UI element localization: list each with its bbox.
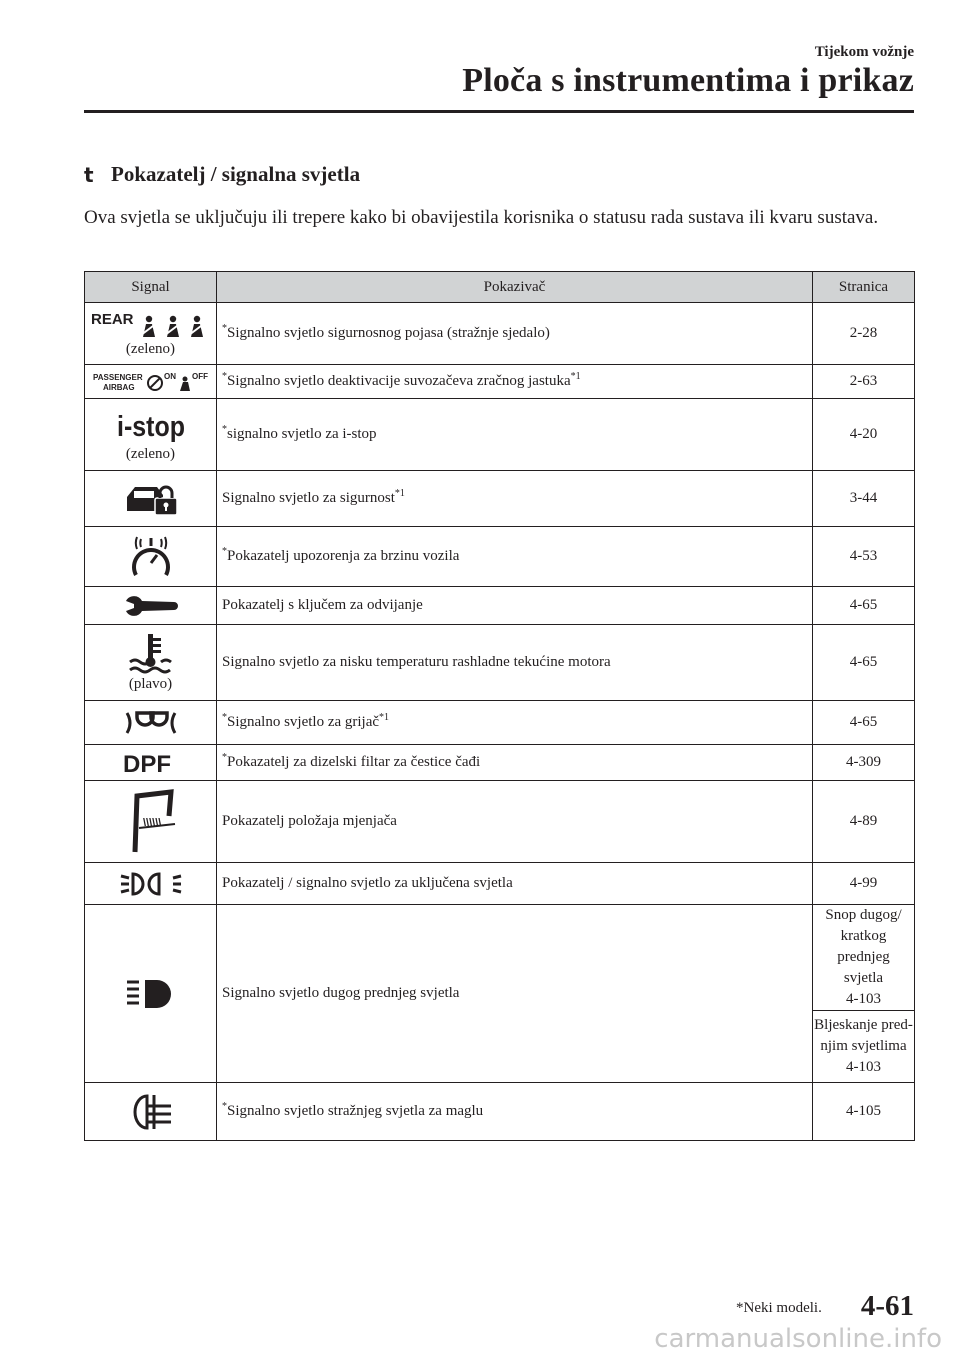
intro-paragraph: Ova svjetla se uključuju ili trepere kako bi obavijestila korisnika o statusu rada sustava ili kvaru sustava. (84, 207, 879, 228)
description-cell: *Pokazatelj za dizelski filtar za čestice čađi (217, 745, 813, 781)
signal-cell (85, 399, 217, 471)
watermark: carmanualsonline.info (654, 1324, 942, 1354)
page-cell: 4-65 (813, 701, 915, 745)
signal-cell (85, 905, 217, 1083)
description-cell (217, 303, 813, 365)
high-beam-icon (125, 977, 177, 1011)
signal-cell (85, 625, 217, 701)
table-row (85, 471, 915, 527)
svg-text:ON: ON (163, 371, 176, 381)
description-cell: *Signalno svjetlo stražnjeg svjetla za maglu (217, 1083, 813, 1141)
security-icon (121, 481, 181, 517)
description-cell: Signalno svjetlo za nisku temperaturu rashladne tekućine motora (217, 625, 813, 701)
signal-cell (85, 527, 217, 587)
description-cell: Pokazatelj / signalno svjetlo za uključena svjetla (217, 863, 813, 905)
signal-cell (85, 781, 217, 863)
glow-plug-icon (123, 709, 179, 737)
page-cell: 2-28 (813, 303, 915, 365)
page-cell: 3-44 (813, 471, 915, 527)
description-cell: *Pokazatelj upozorenja za brzinu vozila (217, 527, 813, 587)
svg-text:PASSENGER: PASSENGER (92, 372, 143, 382)
page-number: 4-61 (860, 1290, 914, 1322)
description-cell: *Signalno svjetlo deaktivacije suvozačeva zračnog jastuka$^{*1}$ (217, 365, 813, 399)
signal-cell (85, 471, 217, 527)
svg-text:DPF: DPF (122, 750, 171, 778)
header-signal: Signal (85, 272, 217, 303)
description-cell: *Signalno svjetlo za grijač$^{*1}$ (217, 701, 813, 745)
page-cell: 4-105 (813, 1083, 915, 1141)
page-cell: Snop dugog/ kratkog prednjeg svjetla 4-103 (813, 905, 915, 1011)
rear-seatbelt-icon (89, 309, 213, 339)
description-cell: Pokazatelj položaja mjenjača (217, 781, 813, 863)
header-rule (84, 110, 914, 113)
low-coolant-temp-icon (126, 632, 176, 674)
page-cell: 4-53 (813, 527, 915, 587)
page-cell: 4-20 (813, 399, 915, 471)
svg-text:i-stop: i-stop (116, 411, 185, 443)
wrench-icon (124, 595, 178, 617)
signal-caption: (zeleno) (125, 341, 176, 357)
section-title: Pokazatelj / signalna svjetla (111, 162, 361, 186)
header-page: Stranica (813, 272, 915, 303)
description-cell: Pokazatelj s ključem za odvijanje (217, 587, 813, 625)
page-cell: 4-309 (813, 745, 915, 781)
signal-cell (85, 587, 217, 625)
table-row (85, 303, 915, 365)
page-cell: Bljeskanje pred- njim svjetlima 4-103 (813, 1011, 915, 1083)
svg-text:\\\\\\: \\\\\\ (142, 816, 161, 829)
description-cell: *signalno svjetlo za i-stop (217, 399, 813, 471)
signal-caption: (plavo) (128, 676, 173, 692)
description-cell: Signalno svjetlo dugog prednjeg svjetla (217, 905, 813, 1083)
table-row (85, 745, 915, 781)
lights-on-icon (119, 871, 183, 897)
speed-warning-icon (126, 535, 176, 579)
table-row (85, 781, 915, 863)
page-cell: 4-65 (813, 625, 915, 701)
page-cell: 2-63 (813, 365, 915, 399)
signal-caption: (zeleno) (125, 446, 176, 462)
signal-cell (85, 863, 217, 905)
shift-position-icon (121, 788, 181, 856)
page-cell: 4-99 (813, 863, 915, 905)
table-row (85, 587, 915, 625)
table-header-row (85, 272, 915, 303)
signal-cell (85, 745, 217, 781)
signal-cell (85, 303, 217, 365)
signal-cell (85, 365, 217, 399)
table-row (85, 527, 915, 587)
description-text: Signalno svjetlo sigurnosnog pojasa (stražnje sjedalo) (227, 325, 550, 341)
svg-text:OFF: OFF (191, 371, 208, 381)
table-row (85, 863, 915, 905)
footnote-star: * (222, 323, 227, 334)
table-row (85, 365, 915, 399)
page-cell: 4-65 (813, 587, 915, 625)
footnote: *Neki modeli. (736, 1300, 822, 1316)
svg-text:AIRBAG: AIRBAG (102, 382, 135, 392)
signal-cell (85, 1083, 217, 1141)
table-row (85, 1083, 915, 1141)
page-cell: 4-89 (813, 781, 915, 863)
rear-fog-icon (127, 1092, 175, 1132)
header-indicator: Pokazivač (217, 272, 813, 303)
table-row (85, 399, 915, 471)
i-stop-icon (116, 406, 186, 444)
dpf-icon (121, 750, 181, 776)
signal-cell (85, 701, 217, 745)
table-row (85, 625, 915, 701)
rear-label: REAR (90, 311, 134, 328)
table-row (85, 701, 915, 745)
passenger-airbag-icon (91, 370, 211, 394)
page-title: Ploča s instrumentima i prikaz (462, 62, 914, 99)
description-cell: Signalno svjetlo za sigurnost$^{*1}$ (217, 471, 813, 527)
section-marker: t (84, 163, 94, 187)
table-row (85, 905, 915, 1011)
running-header: Tijekom vožnje (814, 44, 914, 60)
indicator-table (84, 271, 915, 1141)
